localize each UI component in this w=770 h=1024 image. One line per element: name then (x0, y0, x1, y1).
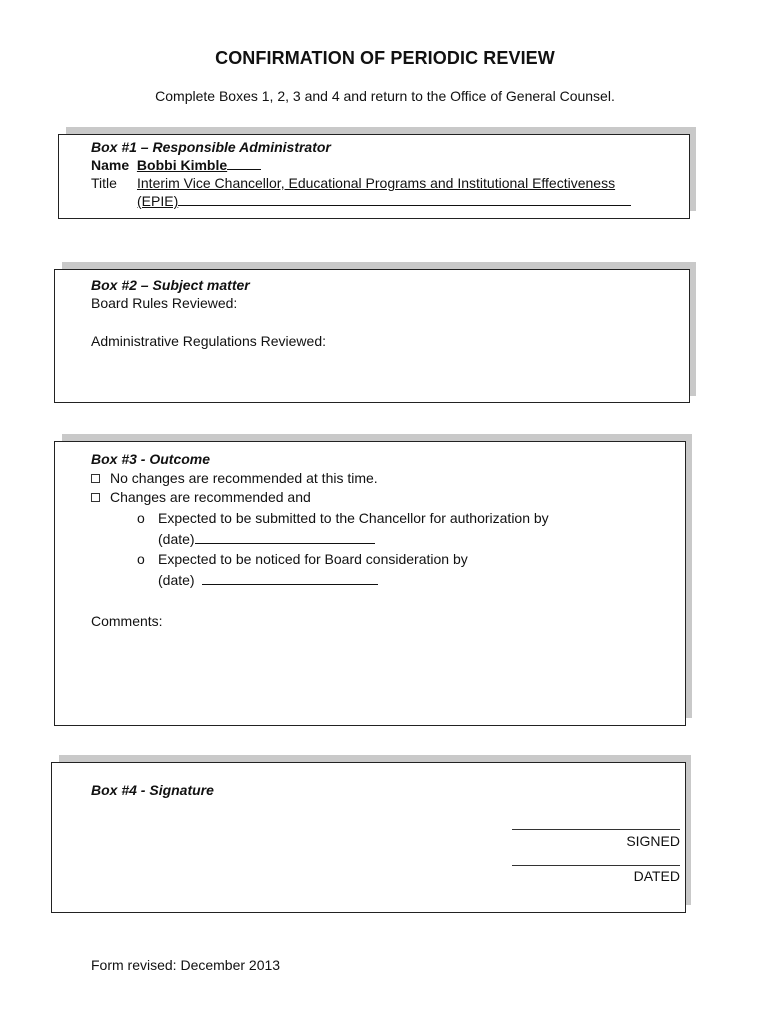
board-rules-label: Board Rules Reviewed: (91, 295, 238, 311)
form-instructions: Complete Boxes 1, 2, 3 and 4 and return to the Office of General Counsel. (155, 88, 615, 104)
title-value-line-2[interactable]: (EPIE) (137, 193, 179, 209)
sub-option-1-date-label: (date) (158, 531, 195, 547)
option-changes-label: Changes are recommended and (110, 489, 311, 505)
comments-label: Comments: (91, 613, 163, 629)
box-1-heading: Box #1 – Responsible Administrator (91, 139, 331, 155)
title-label: Title (91, 175, 117, 191)
dated-label: DATED (633, 868, 680, 884)
option-changes[interactable] (91, 488, 311, 506)
form-title: CONFIRMATION OF PERIODIC REVIEW (215, 48, 555, 68)
option-no-changes-label: No changes are recommended at this time. (110, 470, 378, 486)
admin-regs-label: Administrative Regulations Reviewed: (91, 333, 326, 349)
name-value[interactable]: Bobbi Kimble (136, 157, 228, 173)
checkbox-icon[interactable] (91, 493, 100, 502)
title-value-line-1[interactable]: Interim Vice Chancellor, Educational Programs and Institutional Effectiveness (137, 175, 616, 191)
name-label: Name (91, 157, 130, 173)
option-no-changes[interactable] (91, 469, 378, 487)
name-underline (227, 156, 261, 170)
box-4-heading: Box #4 - Signature (91, 782, 214, 798)
sub-option-1-date-field[interactable] (195, 530, 375, 544)
box-2-heading: Box #2 – Subject matter (91, 277, 250, 293)
signed-label: SIGNED (626, 833, 680, 849)
sub-option-2-date-field[interactable] (202, 571, 378, 585)
sub-bullet-1: o (137, 510, 145, 526)
signature-line[interactable] (512, 829, 680, 830)
sub-option-2-date-label: (date) (158, 572, 195, 588)
form-revised-note: Form revised: December 2013 (91, 957, 281, 973)
date-line[interactable] (512, 865, 680, 866)
sub-option-submit-chancellor: Expected to be submitted to the Chancellor for authorization by (158, 510, 549, 526)
checkbox-icon[interactable] (91, 474, 100, 483)
sub-bullet-2: o (137, 551, 145, 567)
sub-option-board-consideration: Expected to be noticed for Board consideration by (158, 551, 468, 567)
box-3-heading: Box #3 - Outcome (91, 451, 211, 467)
title-underline (178, 192, 631, 206)
